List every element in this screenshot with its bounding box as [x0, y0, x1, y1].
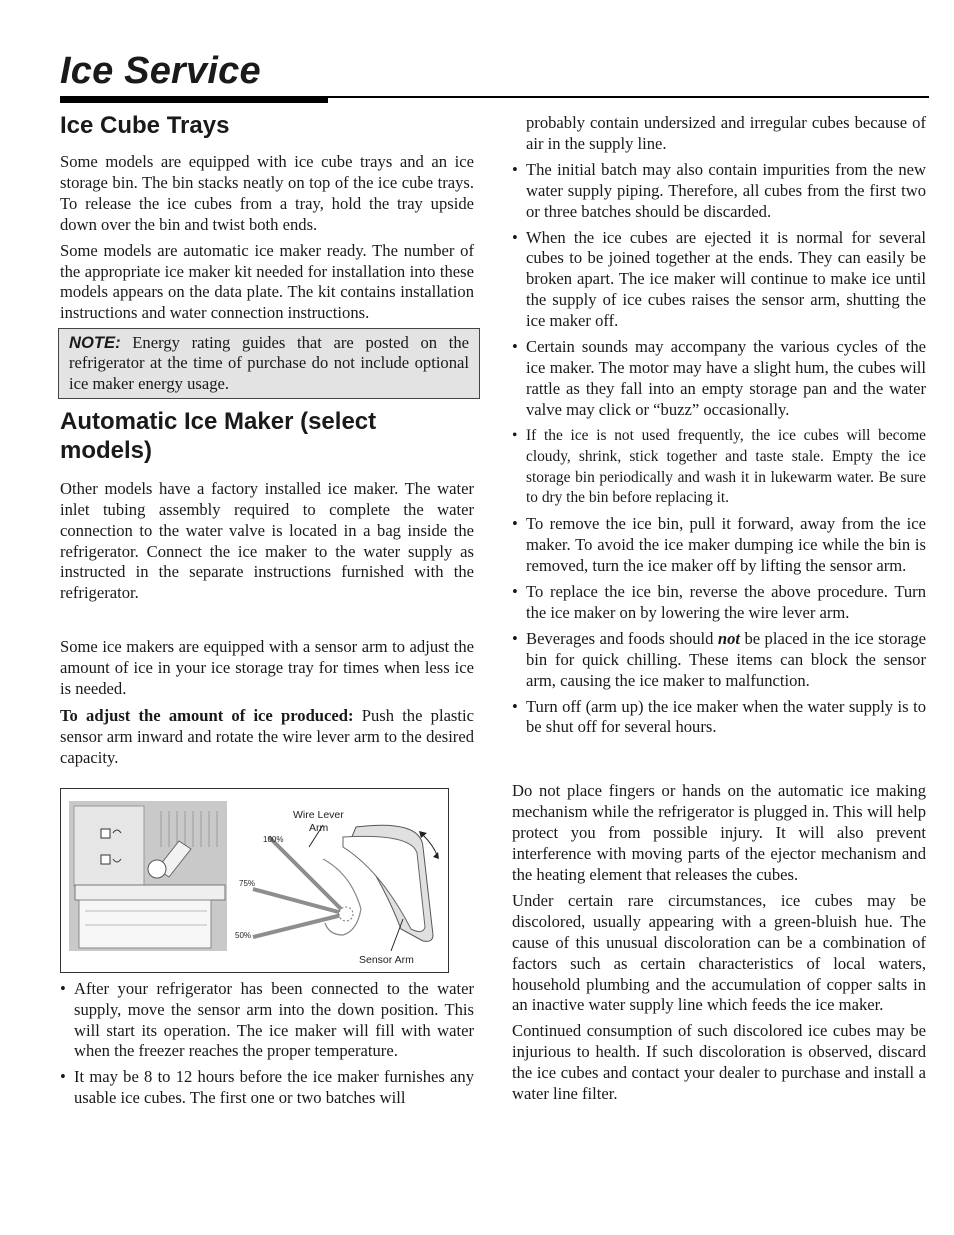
sensor-arm-leader [391, 919, 403, 951]
control-switch-icon [101, 829, 110, 838]
control-switch-icon [101, 855, 110, 864]
ice-storage-bin [79, 900, 211, 948]
list-item: • Certain sounds may accompany the various cycles of the ice maker. The motor may have a slight hum, the cubes will rattle as they fall into an empty storage pan and the water valve may click or “buzz” occasionally. [512, 337, 926, 421]
arm-pivot [148, 860, 166, 878]
safety-paragraph-1: Do not place fingers or hands on the automatic ice making mechanism while the refrigerator is plugged in. This will help protect you from possible injury. It will also prevent interference with moving parts of the ejector mechanism and the heating element that releases the cubes. [512, 781, 926, 884]
list-item: • Beverages and foods should not be placed in the ice storage bin for quick chilling. These items can block the sensor arm, causing the ice maker to malfunction. [512, 629, 926, 692]
list-item: • After your refrigerator has been connected to the water supply, move the sensor arm into the down position. This will start its operation. The ice maker will fill with water when the freezer reaches the proper temperature. [60, 979, 474, 1063]
automatic-ice-maker-paragraph-1: Other models have a factory installed ice maker. The water inlet tubing assembly required to complete the water connection to the water valve is located in a bag inside the refrigerator. Connect the ice maker to the water supply as instructed in the separate instructions furnished with the refrigerator. [60, 478, 474, 603]
ice-cube-trays-paragraph-2: Some models are automatic ice maker ready. The number of the appropriate ice maker kit needed for installation into these models appears on the data plate. The kit contains installation instructions and water connection instructions. [60, 240, 474, 323]
list-item: • The initial batch may also contain impurities from the new water supply piping. Therefore, all cubes from the first two or three batches should be discarded. [512, 160, 926, 223]
list-item: • If the ice is not used frequently, the ice cubes will become cloudy, shrink, stick together and taste stale. Empty the ice storage bin periodically and wash it in lukewarm water. Be sure to dry the bin before replacing it. [512, 426, 926, 510]
note-text: Energy rating guides that are posted on the refrigerator at the time of purchase do not include optional ice maker energy usage. [69, 333, 469, 393]
list-item-continued: probably contain undersized and irregular cubes because of air in the supply line. [526, 113, 926, 153]
sensor-arm-shape [343, 836, 425, 931]
page-title: Ice Service [60, 50, 261, 92]
ice-bin-lid [75, 885, 225, 900]
ice-cube-trays-paragraph-1: Some models are equipped with ice cube trays and an ice storage bin. The bin stacks neatly on top of the ice cube trays. To release the ice cubes from a tray, hold the tray upside down over the bin and twist both ends. [60, 152, 474, 234]
energy-note-box [58, 328, 480, 399]
list-item: • To replace the ice bin, reverse the above procedure. Turn the ice maker on by lowering the wire lever arm. [512, 582, 926, 624]
left-bullet-list [60, 979, 474, 1109]
level-50-label: 50% [235, 930, 252, 940]
ice-maker-control-panel [74, 806, 144, 886]
note-label: NOTE: [69, 333, 121, 353]
sensor-arm-label: Sensor Arm [359, 953, 414, 966]
right-bullet-list [512, 113, 926, 738]
adjust-ice-text: Push the plastic sensor arm inward and rotate the wire lever arm to the desired capacity. [60, 706, 474, 767]
adjust-ice-label: To adjust the amount of ice produced: [60, 706, 354, 726]
ice-maker-diagram [60, 788, 449, 973]
section-heading-ice-cube-trays: Ice Cube Trays [60, 112, 230, 139]
lever-pivot [339, 907, 353, 921]
list-item: • Turn off (arm up) the ice maker when the water supply is to be shut off for several hours. [512, 697, 926, 739]
list-item: • To remove the ice bin, pull it forward, away from the ice maker. To avoid the ice maker dumping ice while the bin is removed, turn the ice maker off by lifting the sensor arm. [512, 514, 926, 577]
list-item: • When the ice cubes are ejected it is normal for several cubes to be joined together at the ends. They can easily be broken apart. The ice maker will continue to make ice until the supply of ice cubes raises the sensor arm, shutting the ice maker off. [512, 228, 926, 333]
rotation-arrow [423, 835, 437, 855]
water-filter-paragraph: Continued consumption of such discolored ice cubes may be injurious to health. If such discoloration is observed, discard the ice cubes and contact your dealer to purchase and install a water line filter. [512, 1021, 926, 1104]
wire-lever-label-line-2: Arm [309, 821, 329, 834]
level-75-label: 75% [239, 878, 256, 888]
lever-position-50 [253, 914, 346, 937]
wire-lever-label: Wire Lever [293, 808, 344, 821]
section-heading-automatic-ice-maker: Automatic Ice Maker (select models) [60, 407, 377, 464]
right-column [512, 105, 926, 1105]
emphasis-not: not [717, 628, 741, 648]
list-item: • It may be 8 to 12 hours before the ice maker furnishes any usable ice cubes. The first one or two batches will [60, 1067, 474, 1109]
left-column [60, 105, 474, 1109]
level-100-label: 100% [263, 834, 284, 844]
sensor-arm-paragraph: Some ice makers are equipped with a sensor arm to adjust the amount of ice in your ice storage tray for times when less ice is needed. [60, 637, 474, 699]
adjust-ice-paragraph [60, 706, 474, 769]
title-rule-accent [60, 96, 328, 103]
discoloration-paragraph: Under certain rare circumstances, ice cubes may be discolored, usually appearing with a green-bluish hue. The cause of this unusual discoloration can be a combination of factors such as certain characteristics of local waters, household plumbing and the accumulation of copper salts in an inactive water supply line which feeds the ice maker. [512, 890, 926, 1015]
